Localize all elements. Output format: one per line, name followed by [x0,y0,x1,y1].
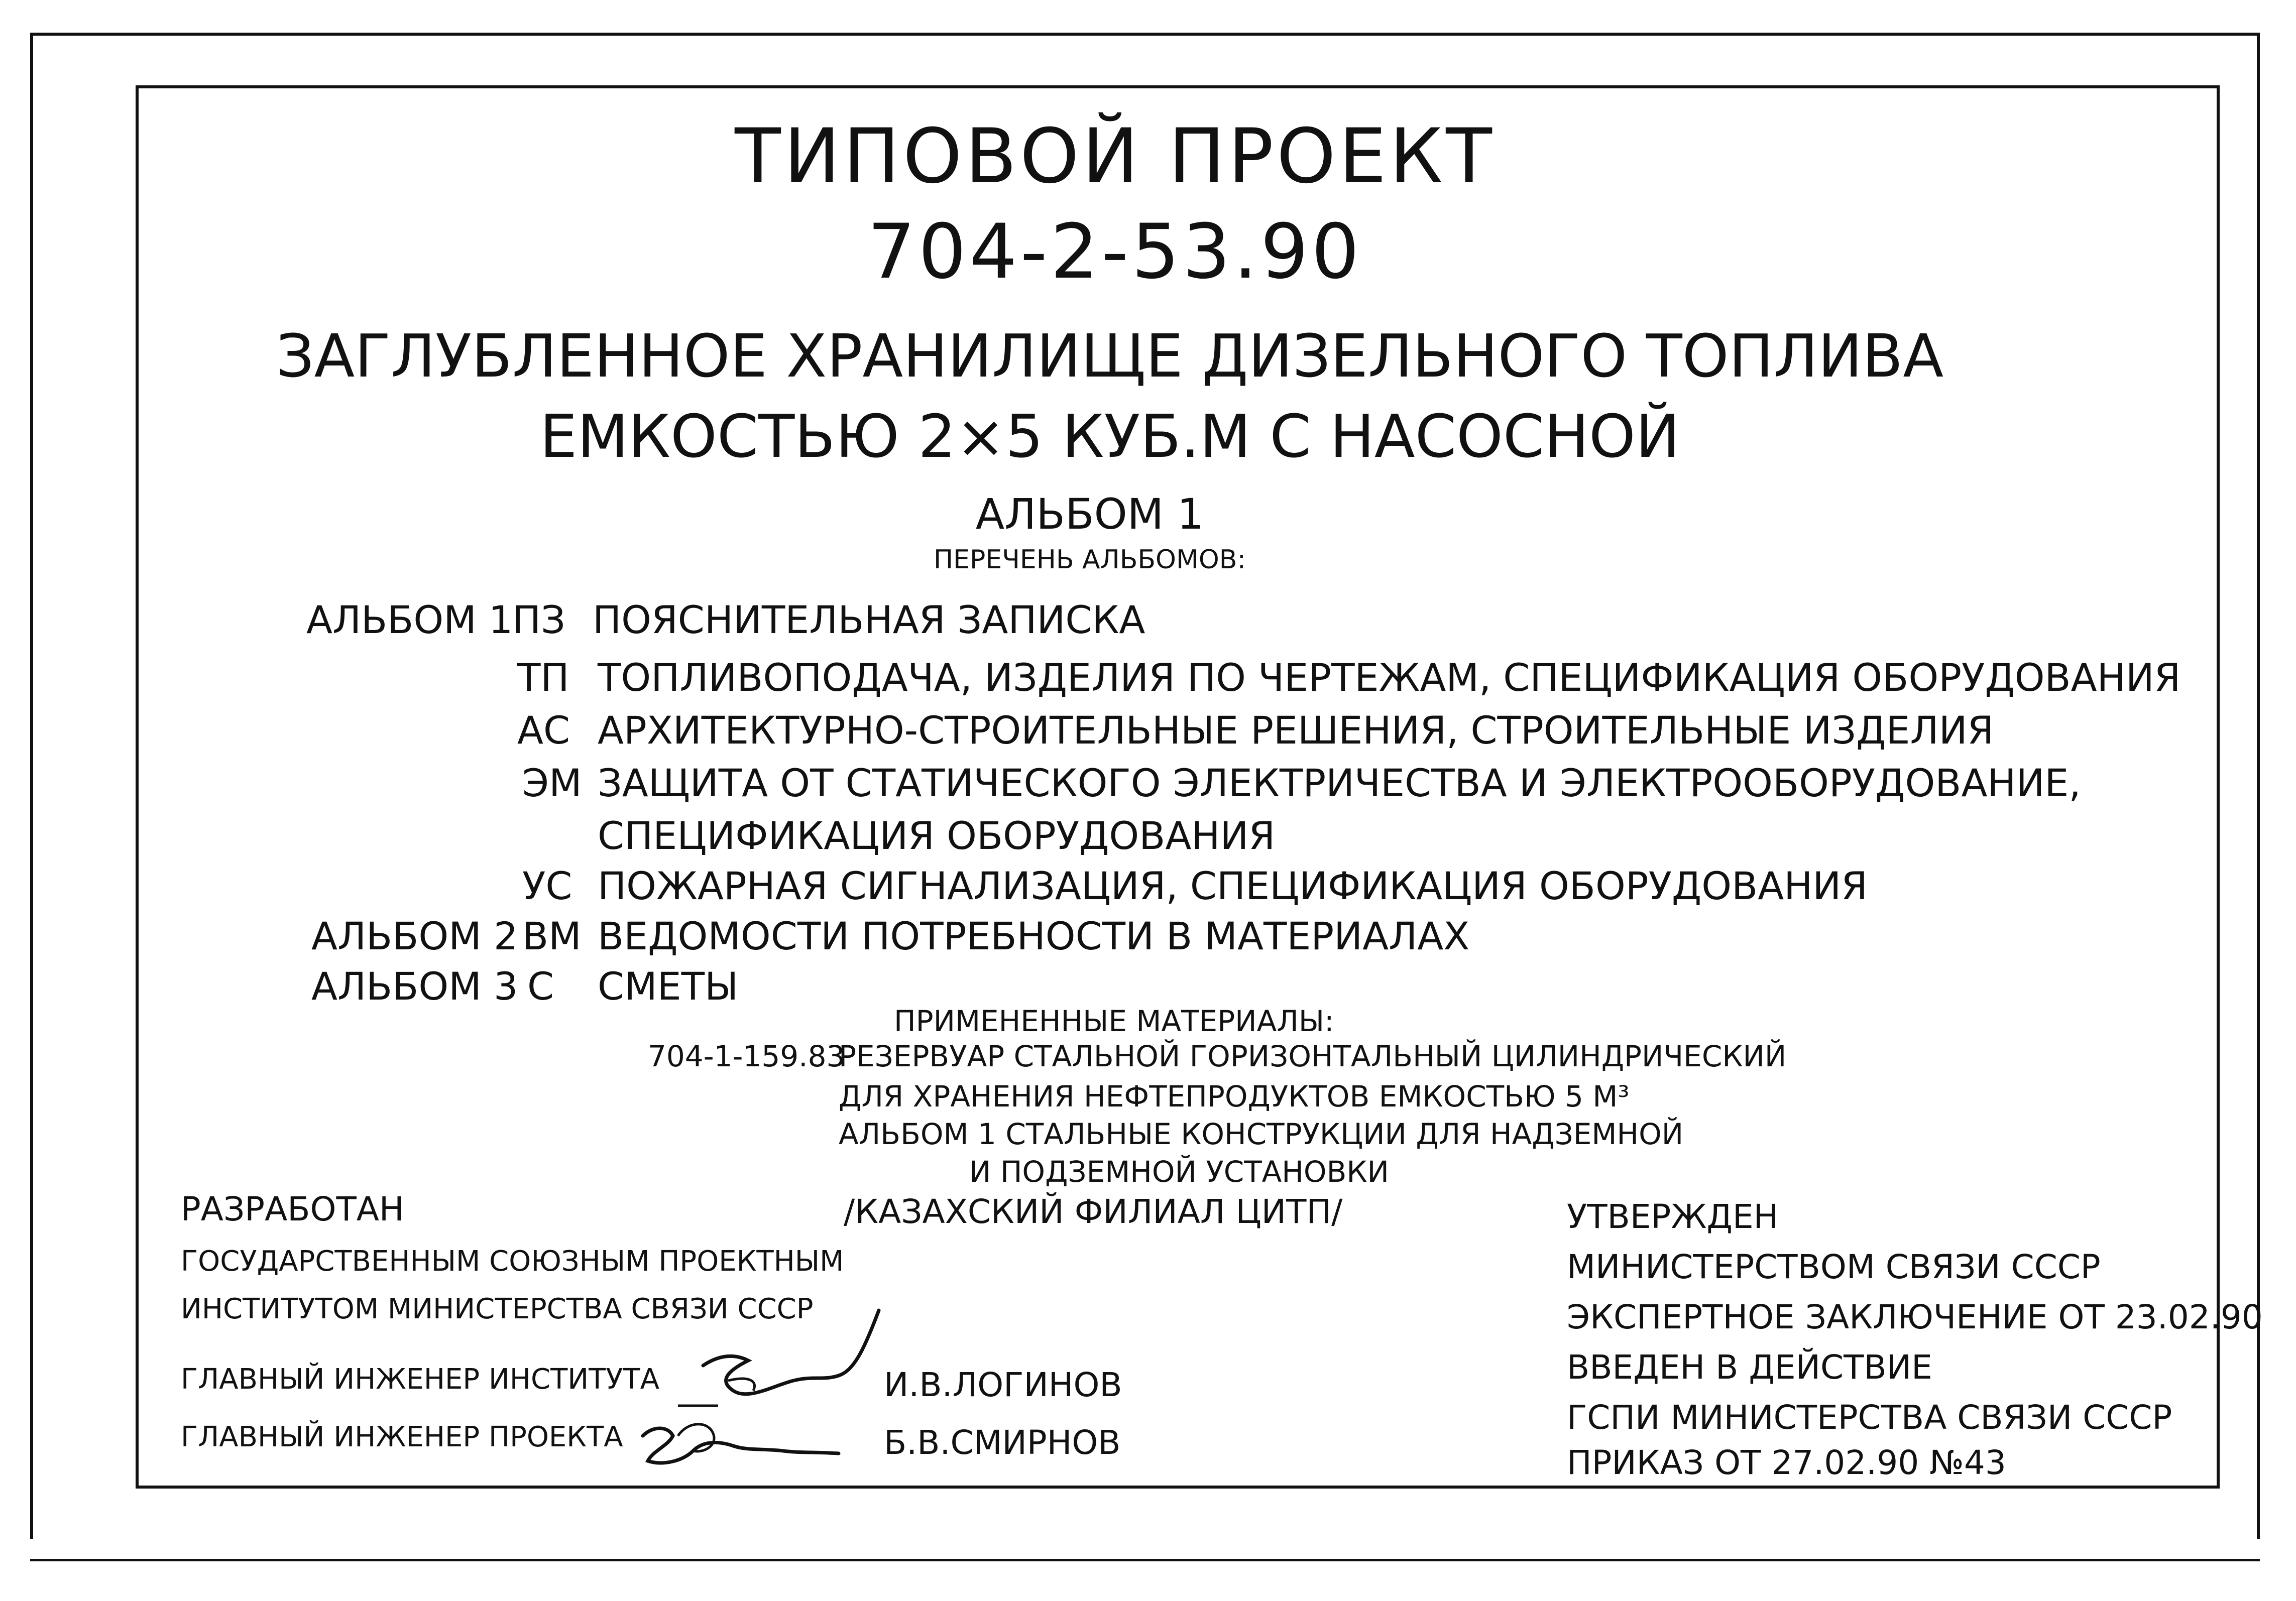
chief-engineer-project-label: ГЛАВНЫЙ ИНЖЕНЕР ПРОЕКТА [181,1421,623,1453]
album-row-7-code: ВМ [522,914,582,958]
approved-line-1: МИНИСТЕРСТВОМ СВЯЗИ СССР [1567,1248,2101,1286]
album-row-6-text: ПОЖАРНАЯ СИГНАЛИЗАЦИЯ, СПЕЦИФИКАЦИЯ ОБОРУДОВАНИЯ [598,864,1868,908]
signature-loginov [673,1305,884,1416]
materials-source: /КАЗАХСКИЙ ФИЛИАЛ ЦИТП/ [844,1192,1343,1231]
album-heading: АЛЬБОМ 1 [975,489,1204,539]
album-row-5-text: СПЕЦИФИКАЦИЯ ОБОРУДОВАНИЯ [598,813,1276,858]
chief-engineer-institute-label: ГЛАВНЫЙ ИНЖЕНЕР ИНСТИТУТА [181,1363,660,1396]
album-row-8-code: С [527,964,554,1009]
materials-title: ПРИМЕНЕННЫЕ МАТЕРИАЛЫ: [894,1004,1334,1038]
approved-line-4: ГСПИ МИНИСТЕРСТВА СВЯЗИ СССР [1567,1398,2172,1437]
approved-line-3: ВВЕДЕН В ДЕЙСТВИЕ [1567,1348,1932,1387]
album-row-3-text: АРХИТЕКТУРНО-СТРОИТЕЛЬНЫЕ РЕШЕНИЯ, СТРОИТЕЛЬНЫЕ ИЗДЕЛИЯ [598,708,1994,753]
album-row-6-code: УС [522,864,572,908]
album-row-3-code: АС [517,708,570,753]
materials-line-2: ДЛЯ ХРАНЕНИЯ НЕФТЕПРОДУКТОВ ЕМКОСТЬЮ 5 М³ [839,1079,1630,1114]
project-name-line-1: ЗАГЛУБЛЕННОЕ ХРАНИЛИЩЕ ДИЗЕЛЬНОГО ТОПЛИВА [276,321,1944,391]
album-list-title: ПЕРЕЧЕНЬ АЛЬБОМОВ: [934,545,1246,575]
materials-line-1: РЕЗЕРВУАР СТАЛЬНОЙ ГОРИЗОНТАЛЬНЫЙ ЦИЛИНДРИЧЕСКИЙ [839,1039,1787,1073]
outer-frame-left [30,33,33,1539]
approved-line-2: ЭКСПЕРТНОЕ ЗАКЛЮЧЕНИЕ ОТ 23.02.90 [1567,1298,2263,1336]
album-row-4-text: ЗАЩИТА ОТ СТАТИЧЕСКОГО ЭЛЕКТРИЧЕСТВА И ЭЛЕКТРООБОРУДОВАНИЕ, [598,761,2081,805]
bottom-trim-line [30,1559,2260,1561]
album-row-1-text: ПОЯСНИТЕЛЬНАЯ ЗАПИСКА [593,597,1145,642]
materials-line-3: АЛЬБОМ 1 СТАЛЬНЫЕ КОНСТРУКЦИИ ДЛЯ НАДЗЕМНОЙ [839,1117,1684,1151]
approved-title: УТВЕРЖДЕН [1567,1197,1779,1236]
signature-smirnov [633,1406,844,1476]
developed-title: РАЗРАБОТАН [181,1190,404,1228]
album-row-4-code: ЭМ [522,761,582,805]
project-name-line-2: ЕМКОСТЬЮ 2×5 КУБ.М С НАСОСНОЙ [539,402,1680,471]
materials-line-4: И ПОДЗЕМНОЙ УСТАНОВКИ [969,1155,1389,1189]
developed-line-2: ИНСТИТУТОМ МИНИСТЕРСТВА СВЯЗИ СССР [181,1293,814,1325]
album-row-7-text: ВЕДОМОСТИ ПОТРЕБНОСТИ В МАТЕРИАЛАХ [598,914,1470,958]
album-row-1-code: ПЗ [512,597,565,642]
developed-line-1: ГОСУДАРСТВЕННЫМ СОЮЗНЫМ ПРОЕКТНЫМ [181,1245,844,1278]
album-row-2-text: ТОПЛИВОПОДАЧА, ИЗДЕЛИЯ ПО ЧЕРТЕЖАМ, СПЕЦИФИКАЦИЯ ОБОРУДОВАНИЯ [598,655,2181,700]
project-type-title: ТИПОВОЙ ПРОЕКТ [735,113,1495,200]
album-row-8-album: АЛЬБОМ 3 [311,964,518,1009]
approved-line-5: ПРИКАЗ ОТ 27.02.90 №43 [1567,1443,2006,1482]
chief-engineer-institute-name: И.В.ЛОГИНОВ [884,1366,1122,1404]
album-row-8-text: СМЕТЫ [598,964,739,1009]
chief-engineer-project-name: Б.В.СМИРНОВ [884,1423,1121,1462]
outer-frame-top [30,33,2260,36]
project-number: 704-2-53.90 [867,208,1362,296]
album-row-1-album: АЛЬБОМ 1 [306,597,513,642]
album-row-2-code: ТП [517,655,569,700]
materials-code: 704-1-159.83 [648,1039,845,1073]
album-row-7-album: АЛЬБОМ 2 [311,914,518,958]
